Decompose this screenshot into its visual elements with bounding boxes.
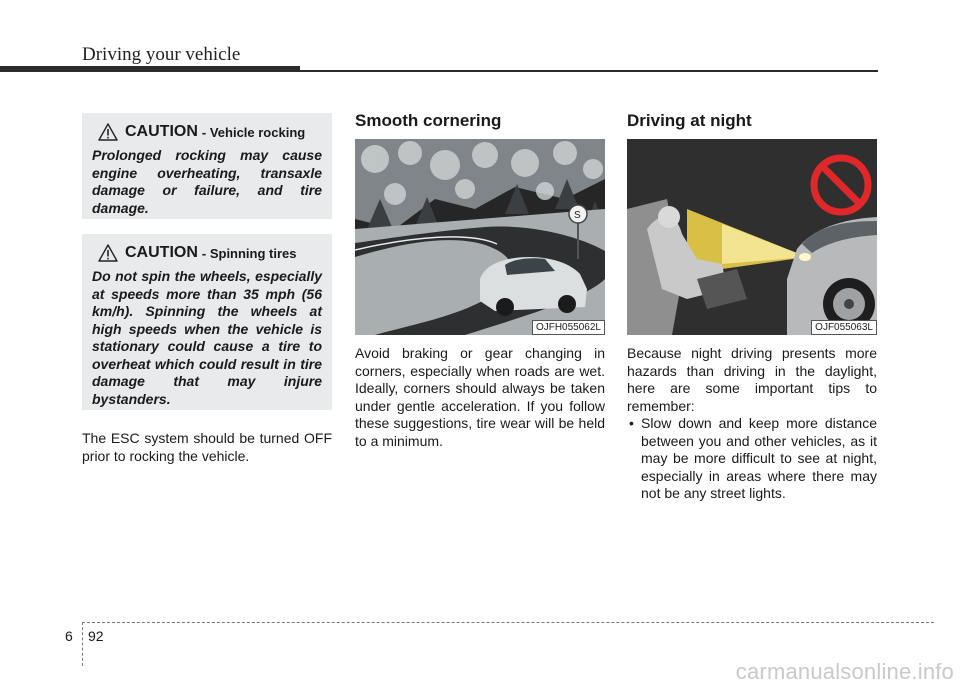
caution-text: Prolonged rocking may cause engine overheating, transaxle damage or failure, and tire damage.	[92, 147, 322, 216]
svg-text:S: S	[574, 210, 581, 221]
prohibition-icon	[809, 153, 873, 217]
header-rule	[0, 66, 300, 72]
caution-subtitle: - Spinning tires	[201, 245, 297, 261]
caution-subtitle: - Vehicle rocking	[201, 124, 306, 140]
figure-code: OJF055063L	[811, 320, 877, 335]
caution-heading	[98, 244, 322, 262]
header-title: Driving your vehicle	[82, 44, 241, 65]
list-item	[627, 415, 877, 503]
header-rule-thin	[300, 70, 878, 72]
watermark: carmanualsonline.info	[735, 659, 954, 684]
chapter-number: 6	[65, 628, 73, 644]
bullet-text: Slow down and keep more distance between you and other vehicles, as it may be more difficult to see at night, especially in areas where there may not be any street lights.	[641, 415, 877, 501]
caution-heading	[98, 123, 322, 141]
bullet-mark: •	[629, 415, 634, 431]
caution-box-vehicle-rocking	[82, 113, 332, 219]
figure-code: OJFH055062L	[532, 320, 605, 335]
cornering-text: Avoid braking or gear changing in corners, especially when roads are wet. Ideally, corners should always be taken under gentle acceleration. If you follow these suggestions, tire wear will be held to a minimum.	[355, 345, 605, 449]
section-title-driving-at-night: Driving at night	[627, 111, 752, 130]
caution-box-spinning-tires	[82, 234, 332, 410]
cornering-illustration	[355, 139, 605, 335]
night-text	[627, 345, 877, 503]
night-driving-illustration	[627, 139, 877, 335]
footer-divider	[82, 622, 83, 666]
cornering-scene	[355, 139, 605, 335]
esc-note: The ESC system should be turned OFF prior to rocking the vehicle.	[82, 430, 332, 464]
warning-triangle-icon	[98, 244, 118, 262]
caution-text: Do not spin the wheels, especially at speeds more than 35 mph (56 km/h). Spinning the wheels at high speeds when the vehicle is stationary could cause a tire to overheat which could result in tire damage that may injure bystanders.	[92, 268, 322, 407]
warning-triangle-icon	[98, 123, 118, 141]
section-title-smooth-cornering: Smooth cornering	[355, 111, 502, 130]
night-intro: Because night driving presents more hazards than driving in the daylight, here are some important tips to remember:	[627, 345, 877, 414]
footer-rule	[82, 622, 934, 623]
page-number: 92	[88, 628, 104, 644]
caution-word: CAUTION	[125, 123, 198, 140]
caution-word: CAUTION	[125, 244, 198, 261]
